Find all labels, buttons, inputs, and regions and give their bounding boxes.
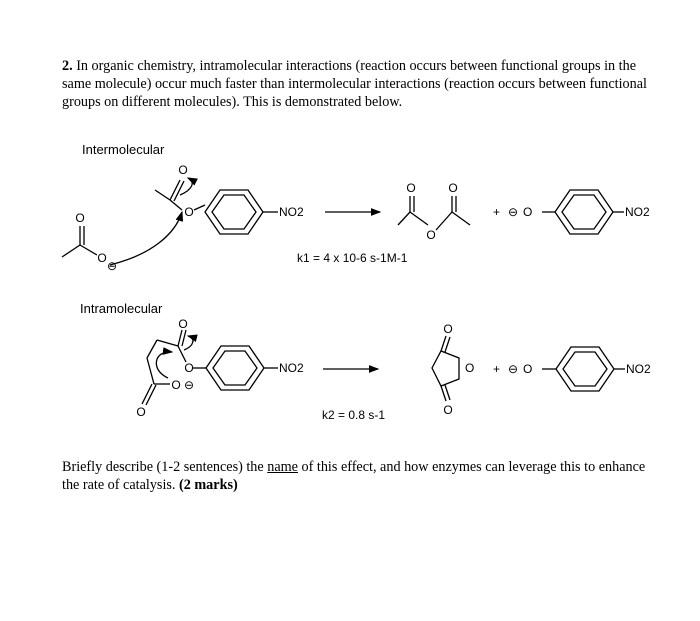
question-after: of this effect, and how enzymes can leverage this to enhance the rate of catalysis. [62,459,646,493]
inter-acetate-charge: ⊖ [106,259,118,273]
intra-product-o-top: O [443,322,453,336]
inter-phenoxide-o: O [523,205,533,219]
inter-phenoxide-charge: ⊖ [508,205,519,219]
intra-product-no2: NO2 [626,362,651,376]
intra-ring-o: O [465,361,475,375]
inter-acetate-o-top: O [75,211,85,225]
intermolecular-heading: Intermolecular [82,142,165,157]
intro-text: In organic chemistry, intramolecular interactions (reaction occurs between functional groups in the same molecule) occur much faster than intermolecular interactions (reaction occurs between functional groups on different molecules). This is demonstrated below. [62,58,647,110]
inter-acetate-o: O [97,251,107,265]
inter-product-o1: O [406,181,416,195]
inter-product-no2: NO2 [625,205,650,219]
intra-reactant-no2: NO2 [279,361,304,375]
intramolecular-heading: Intramolecular [80,301,163,316]
inter-ester-o: O [184,205,194,219]
intra-carboxylate-o-top: O [136,405,146,419]
inter-carbonyl-o: O [178,163,188,177]
question-marks: (2 marks) [179,477,238,493]
inter-plus: + [493,205,501,219]
intra-ester-o: O [184,361,194,375]
intra-product-o-bottom: O [443,403,453,417]
question-underlined: name [267,459,298,475]
question-text [62,458,652,494]
intra-phenoxide-o: O [523,362,533,376]
problem-number: 2. [62,58,73,74]
inter-rate-constant: k1 = 4 x 10-6 s-1M-1 [297,251,408,265]
inter-reactant-no2: NO2 [279,205,304,219]
inter-bridge-o: O [426,228,436,242]
intramolecular-scheme [142,330,625,405]
intra-plus: + [493,362,501,376]
question-before: Briefly describe (1-2 sentences) the [62,459,268,475]
intra-phenoxide-charge: ⊖ [508,362,519,376]
intra-carbonyl-o: O [178,317,188,331]
intra-rate-constant: k2 = 0.8 s-1 [322,408,386,422]
intra-carboxylate-o: O [171,378,181,392]
inter-product-o2: O [448,181,458,195]
intra-carboxylate-charge: ⊖ [183,378,195,392]
